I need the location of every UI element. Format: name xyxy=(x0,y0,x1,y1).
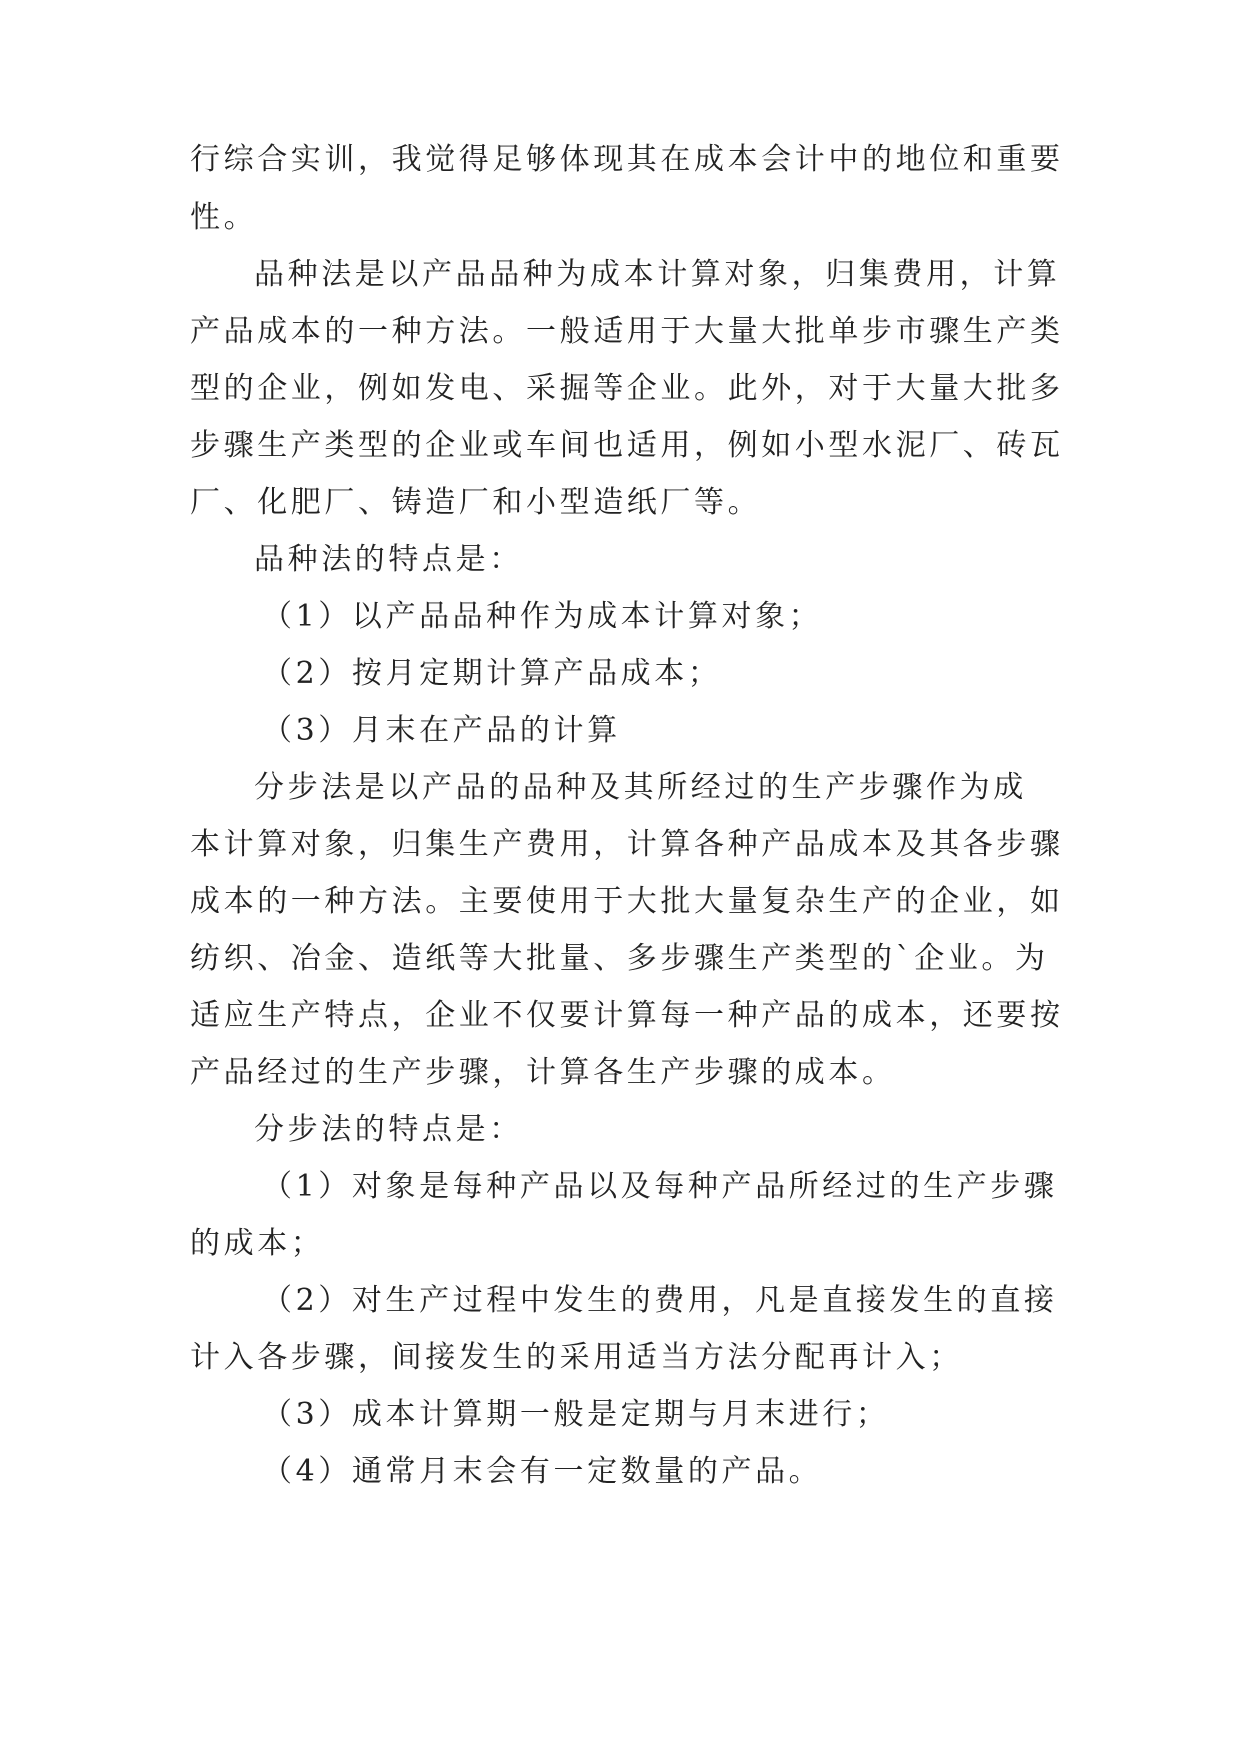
text-line: 性。 xyxy=(190,200,258,235)
text-line: 产品经过的生产步骤，计算各生产步骤的成本。 xyxy=(190,1055,896,1090)
list-item: （4）通常月末会有一定数量的产品。 xyxy=(262,1454,823,1489)
text-line: 本计算对象，归集生产费用，计算各种产品成本及其各步骤 xyxy=(190,827,1064,862)
list-item: （1）对象是每种产品以及每种产品所经过的生产步骤 xyxy=(262,1169,1058,1204)
list-item: （2）对生产过程中发生的费用，凡是直接发生的直接 xyxy=(262,1283,1058,1318)
text-line: 型的企业，例如发电、采掘等企业。此外，对于大量大批多 xyxy=(190,371,1064,406)
text-line: 行综合实训，我觉得足够体现其在成本会计中的地位和重要 xyxy=(190,142,1064,177)
section-heading: 品种法的特点是： xyxy=(254,542,523,577)
text-line: 成本的一种方法。主要使用于大批大量复杂生产的企业，如 xyxy=(190,884,1064,919)
text-line: 计入各步骤，间接发生的采用适当方法分配再计入； xyxy=(190,1340,963,1375)
list-item: （2）按月定期计算产品成本； xyxy=(262,656,722,691)
paragraph-start: 分步法是以产品的品种及其所经过的生产步骤作为成 xyxy=(254,770,1027,805)
list-item: （3）月末在产品的计算 xyxy=(262,713,621,748)
list-item: （1）以产品品种作为成本计算对象； xyxy=(262,599,823,634)
text-line: 的成本； xyxy=(190,1226,325,1261)
text-line: 纺织、冶金、造纸等大批量、多步骤生产类型的`企业。为 xyxy=(190,941,1049,976)
text-line: 适应生产特点，企业不仅要计算每一种产品的成本，还要按 xyxy=(190,998,1064,1033)
text-line: 步骤生产类型的企业或车间也适用，例如小型水泥厂、砖瓦 xyxy=(190,428,1064,463)
paragraph-start: 品种法是以产品品种为成本计算对象，归集费用，计算 xyxy=(254,257,1061,292)
list-item: （3）成本计算期一般是定期与月末进行； xyxy=(262,1397,890,1432)
section-heading: 分步法的特点是： xyxy=(254,1112,523,1147)
text-line: 厂、化肥厂、铸造厂和小型造纸厂等。 xyxy=(190,485,762,520)
text-line: 产品成本的一种方法。一般适用于大量大批单步市骤生产类 xyxy=(190,314,1064,349)
